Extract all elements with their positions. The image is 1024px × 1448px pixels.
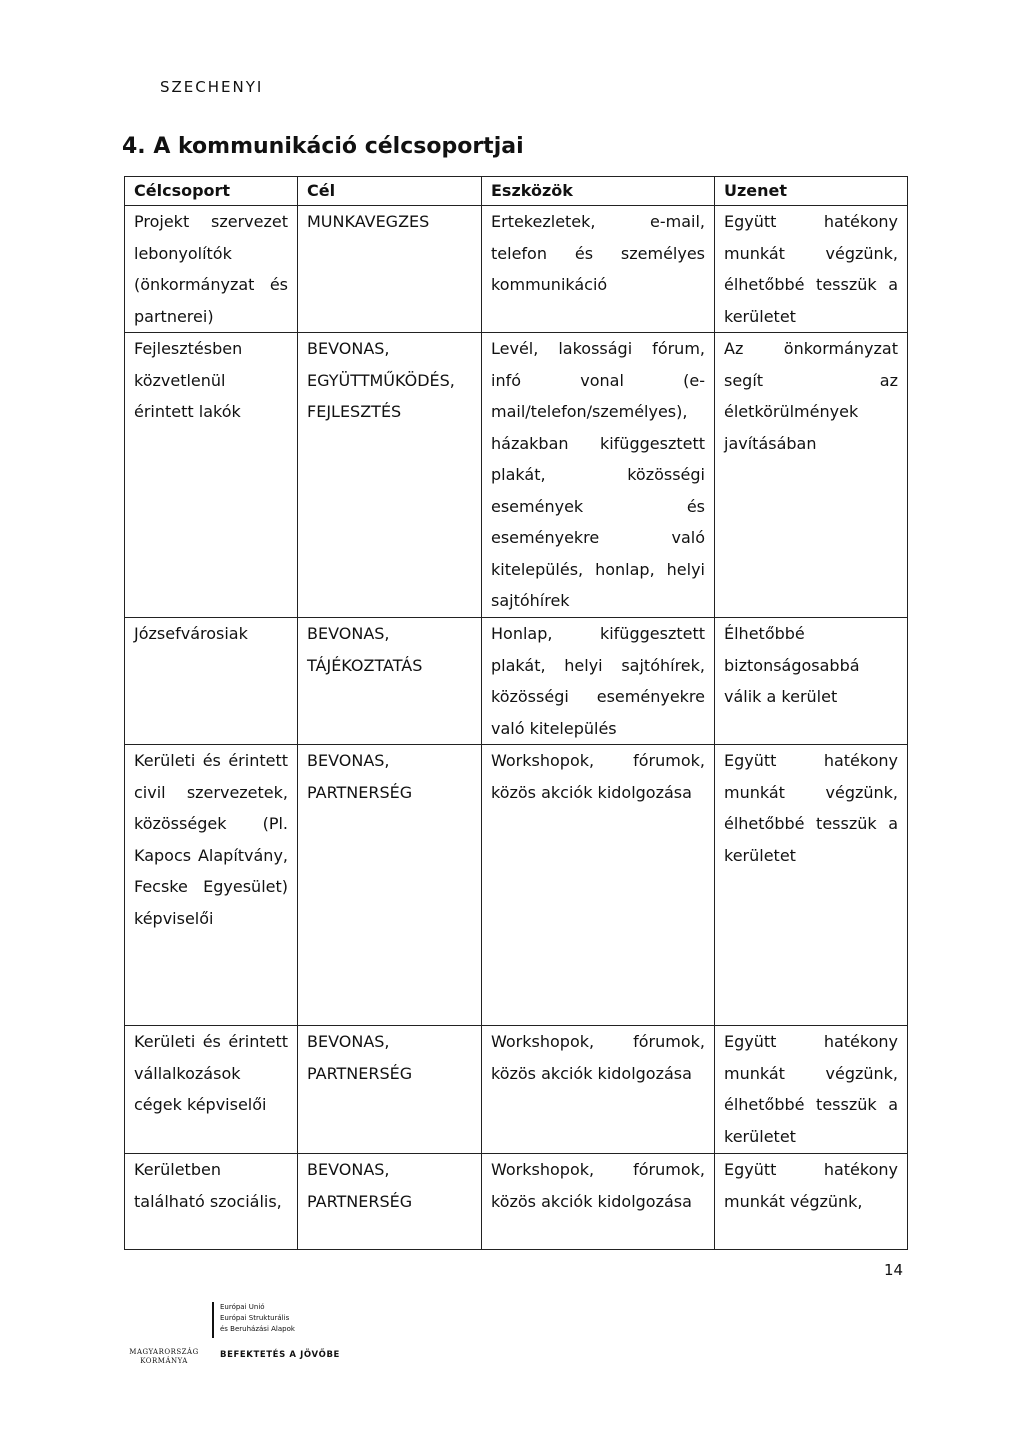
cell-goal: BEVONAS, EGYÜTTMŰKÖDÉS, FEJLESZTÉS bbox=[298, 333, 482, 618]
section-title: 4. A kommunikáció célcsoportjai bbox=[122, 134, 524, 159]
cell-goal: BEVONAS, PARTNERSÉG bbox=[298, 745, 482, 1026]
cell-message: Együtt hatékony munkát végzünk, bbox=[715, 1154, 908, 1250]
table-row bbox=[125, 1154, 908, 1250]
cell-tools: Workshopok, fórumok, közös akciók kidolgozása bbox=[482, 745, 715, 1026]
cell-target: Fejlesztésben közvetlenül érintett lakók bbox=[125, 333, 298, 618]
page-number: 14 bbox=[884, 1261, 904, 1279]
table-row bbox=[125, 206, 908, 333]
eu-line: Európai Unió bbox=[220, 1303, 265, 1311]
cell-goal: BEVONAS, PARTNERSÉG bbox=[298, 1026, 482, 1154]
cell-message: Együtt hatékony munkát végzünk, élhetőbbé tesszük a kerületet bbox=[715, 745, 908, 1026]
table-row bbox=[125, 618, 908, 745]
footer-logos bbox=[126, 1302, 386, 1382]
table-row bbox=[125, 333, 908, 618]
cell-tools: Workshopok, fórumok, közös akciók kidolgozása bbox=[482, 1154, 715, 1250]
eu-line: és Beruházási Alapok bbox=[220, 1325, 295, 1333]
table-row bbox=[125, 1026, 908, 1154]
cell-tools: Ertekezletek, e-mail, telefon és személyes kommunikáció bbox=[482, 206, 715, 333]
cell-message: Az önkormányzat segít az életkörülmények javításában bbox=[715, 333, 908, 618]
cell-target: Kerületi és érintett civil szervezetek, közösségek (Pl. Kapocs Alapítvány, Fecske Egyesület) képviselői bbox=[125, 745, 298, 1026]
table-row bbox=[125, 745, 908, 1026]
cell-message: Élhetőbbé biztonságosabbá válik a kerület bbox=[715, 618, 908, 745]
cell-message: Együtt hatékony munkát végzünk, élhetőbbé tesszük a kerületet bbox=[715, 206, 908, 333]
table-header-row bbox=[125, 177, 908, 206]
cell-goal: BEVONAS, PARTNERSÉG bbox=[298, 1154, 482, 1250]
cell-message: Együtt hatékony munkát végzünk, élhetőbbé tesszük a kerületet bbox=[715, 1026, 908, 1154]
column-header-goal: Cél bbox=[298, 177, 482, 206]
cell-target: Kerületben található szociális, bbox=[125, 1154, 298, 1250]
target-groups-table bbox=[124, 176, 908, 1250]
header-brand: SZECHENYI bbox=[160, 78, 264, 96]
cell-target: Józsefvárosiak bbox=[125, 618, 298, 745]
cell-target: Kerületi és érintett vállalkozások cégek képviselői bbox=[125, 1026, 298, 1154]
eu-line: Európai Strukturális bbox=[220, 1314, 290, 1322]
eu-funds-text bbox=[220, 1302, 295, 1335]
column-header-message: Uzenet bbox=[715, 177, 908, 206]
eu-divider-bar bbox=[212, 1302, 214, 1338]
footer-slogan: BEFEKTETÉS A JÖVŐBE bbox=[220, 1350, 340, 1360]
cell-target: Projekt szervezet lebonyolítók (önkormányzat és partnerei) bbox=[125, 206, 298, 333]
column-header-target: Célcsoport bbox=[125, 177, 298, 206]
cell-tools: Honlap, kifüggesztett plakát, helyi sajtóhírek, közösségi eseményekre való kitelepülés bbox=[482, 618, 715, 745]
cell-tools: Levél, lakossági fórum, infó vonal (e-mail/telefon/személyes), házakban kifüggesztett plakát, közösségi események és eseményekre való kitelepülés, honlap, helyi sajtóhírek bbox=[482, 333, 715, 618]
column-header-tools: Eszközök bbox=[482, 177, 715, 206]
cell-goal: BEVONAS, TÁJÉKOZTATÁS bbox=[298, 618, 482, 745]
cell-tools: Workshopok, fórumok, közös akciók kidolgozása bbox=[482, 1026, 715, 1154]
government-logo-text: MAGYARORSZÁG KORMÁNYA bbox=[129, 1348, 199, 1365]
cell-goal: MUNKAVEGZES bbox=[298, 206, 482, 333]
